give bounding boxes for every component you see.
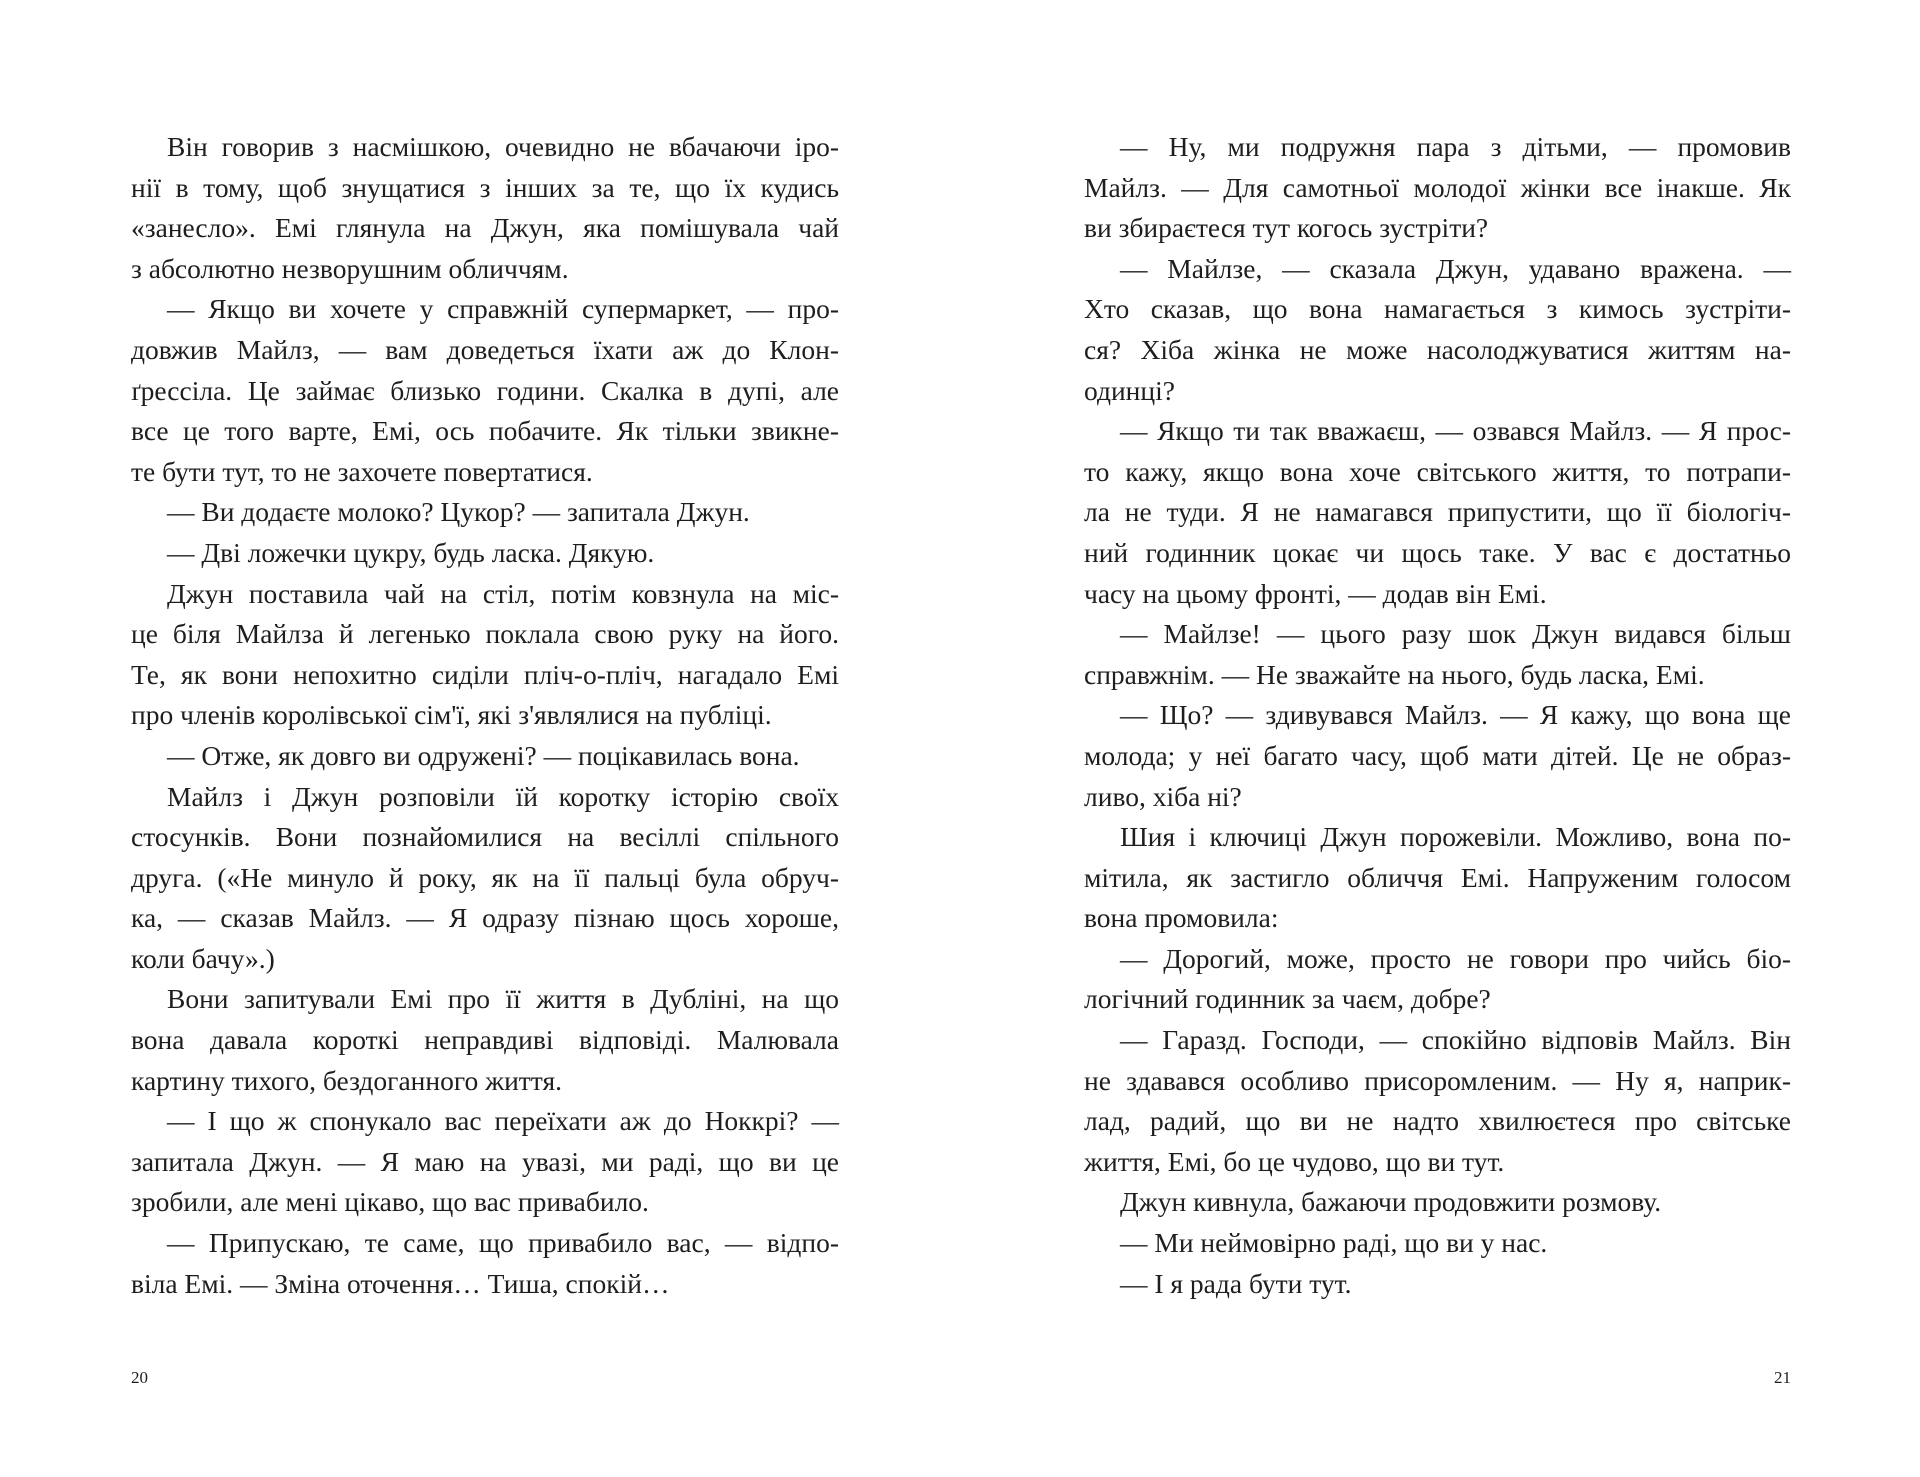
text-line: про членів королівської сім'ї, які з'являлися на публіці.: [131, 699, 772, 731]
text-line: — Гаразд. Господи, — спокійно відповів Майлз. Він: [1120, 1024, 1791, 1056]
text-line: одинці?: [1084, 374, 1175, 406]
text-line: картину тихого, бездоганного життя.: [131, 1064, 562, 1096]
text-line: — Ну, ми подружня пара з дітьми, — промовив: [1120, 131, 1791, 162]
text-line: це біля Майлза й легенько поклала свою руку на його.: [131, 618, 839, 650]
text-line: справжнім. — Не зважайте на нього, будь ласка, Емі.: [1084, 658, 1705, 690]
text-line: запитала Джун. — Я маю на увазі, ми раді, що ви це: [131, 1145, 839, 1177]
text-line: все це того варте, Емі, ось побачите. Як тільки звикне-: [131, 415, 839, 447]
text-line: — Дорогий, може, просто не говори про чийсь біо-: [1120, 942, 1791, 974]
text-line: нії в тому, щоб знущатися з інших за те, що їх кудись: [131, 171, 839, 203]
text-line: вона давала короткі неправдиві відповіді. Малювала: [131, 1024, 839, 1056]
left-page-text: [131, 127, 839, 1304]
text-line: довжив Майлз, — вам доведеться їхати аж до Клон-: [131, 333, 839, 365]
text-line: ка, — сказав Майлз. — Я одразу пізнаю щось хороше,: [131, 902, 839, 934]
text-line: коли бачу».): [131, 942, 275, 974]
text-line: з абсолютно незворушним обличчям.: [131, 252, 569, 284]
text-line: друга. («Не минуло й року, як на її пальці була обруч-: [131, 861, 839, 893]
text-line: логічний годинник за чаєм, добре?: [1084, 983, 1491, 1015]
text-line: життя, Емі, бо це чудово, що ви тут.: [1084, 1145, 1505, 1177]
text-line: ся? Хіба жінка не може насолоджуватися життям на-: [1084, 333, 1791, 365]
text-line: Хто сказав, що вона намагається з кимось зустріти-: [1084, 293, 1791, 325]
text-line: молода; у неї багато часу, щоб мати дітей. Це не образ-: [1084, 739, 1791, 771]
text-line: то кажу, якщо вона хоче світського життя, то потрапи-: [1084, 455, 1791, 487]
text-line: — Якщо ви хочете у справжній супермаркет, — про-: [167, 293, 839, 325]
text-line: Він говорив з насмішкою, очевидно не вбачаючи іро-: [167, 131, 839, 162]
text-line: — Майлзе, — сказала Джун, удавано вражена. —: [1120, 252, 1791, 284]
text-line: часу на цьому фронті, — додав він Емі.: [1084, 577, 1547, 609]
text-line: Майлз і Джун розповіли їй коротку історію своїх: [167, 780, 839, 812]
text-line: Майлз. — Для самотньої молодої жінки все інакше. Як: [1084, 171, 1791, 203]
text-line: лад, радий, що ви не надто хвилюєтеся про світське: [1084, 1105, 1791, 1137]
text-line: — І що ж спонукало вас переїхати аж до Ноккрі? —: [167, 1105, 839, 1137]
text-line: не здавався особливо присоромленим. — Ну я, наприк-: [1084, 1064, 1791, 1096]
text-line: Шия і ключиці Джун порожевіли. Можливо, вона по-: [1120, 821, 1791, 853]
text-line: ний годинник цокає чи щось таке. У вас є достатньо: [1084, 536, 1791, 568]
text-line: Вони запитували Емі про її життя в Дубліні, на що: [167, 983, 839, 1015]
text-line: віла Емі. — Зміна оточення… Тиша, спокій…: [131, 1267, 670, 1299]
text-line: Те, як вони непохитно сиділи пліч-о-пліч, нагадало Емі: [131, 658, 839, 690]
text-line: — Майлзе! — цього разу шок Джун видався більш: [1120, 618, 1791, 650]
text-line: вона промовила:: [1084, 902, 1279, 934]
text-line: — Що? — здивувався Майлз. — Я кажу, що вона ще: [1120, 699, 1791, 731]
text-line: — Ви додаєте молоко? Цукор? — запитала Джун.: [167, 496, 750, 528]
text-line: — І я рада бути тут.: [1120, 1267, 1352, 1299]
text-line: — Припускаю, те саме, що привабило вас, — відпо-: [167, 1227, 839, 1259]
text-line: те бути тут, то не захочете повертатися.: [131, 455, 593, 487]
text-line: «занесло». Емі глянула на Джун, яка помішувала чай: [131, 212, 839, 244]
text-line: ливо, хіба ні?: [1084, 780, 1242, 812]
text-line: — Ми неймовірно раді, що ви у нас.: [1120, 1227, 1548, 1259]
text-line: зробили, але мені цікаво, що вас привабило.: [131, 1186, 649, 1218]
text-line: — Отже, як довго ви одружені? — поцікавилась вона.: [167, 739, 800, 771]
text-line: Джун кивнула, бажаючи продовжити розмову.: [1120, 1186, 1662, 1218]
page-number-left: 20: [131, 1368, 148, 1387]
right-page-text: [1084, 127, 1791, 1304]
text-line: — Дві ложечки цукру, будь ласка. Дякую.: [167, 536, 655, 568]
text-line: мітила, як застигло обличчя Емі. Напруженим голосом: [1084, 861, 1791, 893]
text-line: ґрессіла. Це займає близько години. Скалка в дупі, але: [131, 374, 839, 406]
text-line: — Якщо ти так вважаєш, — озвався Майлз. — Я прос-: [1120, 415, 1791, 447]
text-line: Джун поставила чай на стіл, потім ковзнула на міс-: [167, 577, 839, 609]
text-line: стосунків. Вони познайомилися на весіллі спільного: [131, 821, 839, 853]
text-line: ла не туди. Я не намагався припустити, що її біологіч-: [1084, 496, 1791, 528]
page-number-right: 21: [1774, 1368, 1791, 1387]
text-line: ви збираєтеся тут когось зустріти?: [1084, 212, 1489, 244]
